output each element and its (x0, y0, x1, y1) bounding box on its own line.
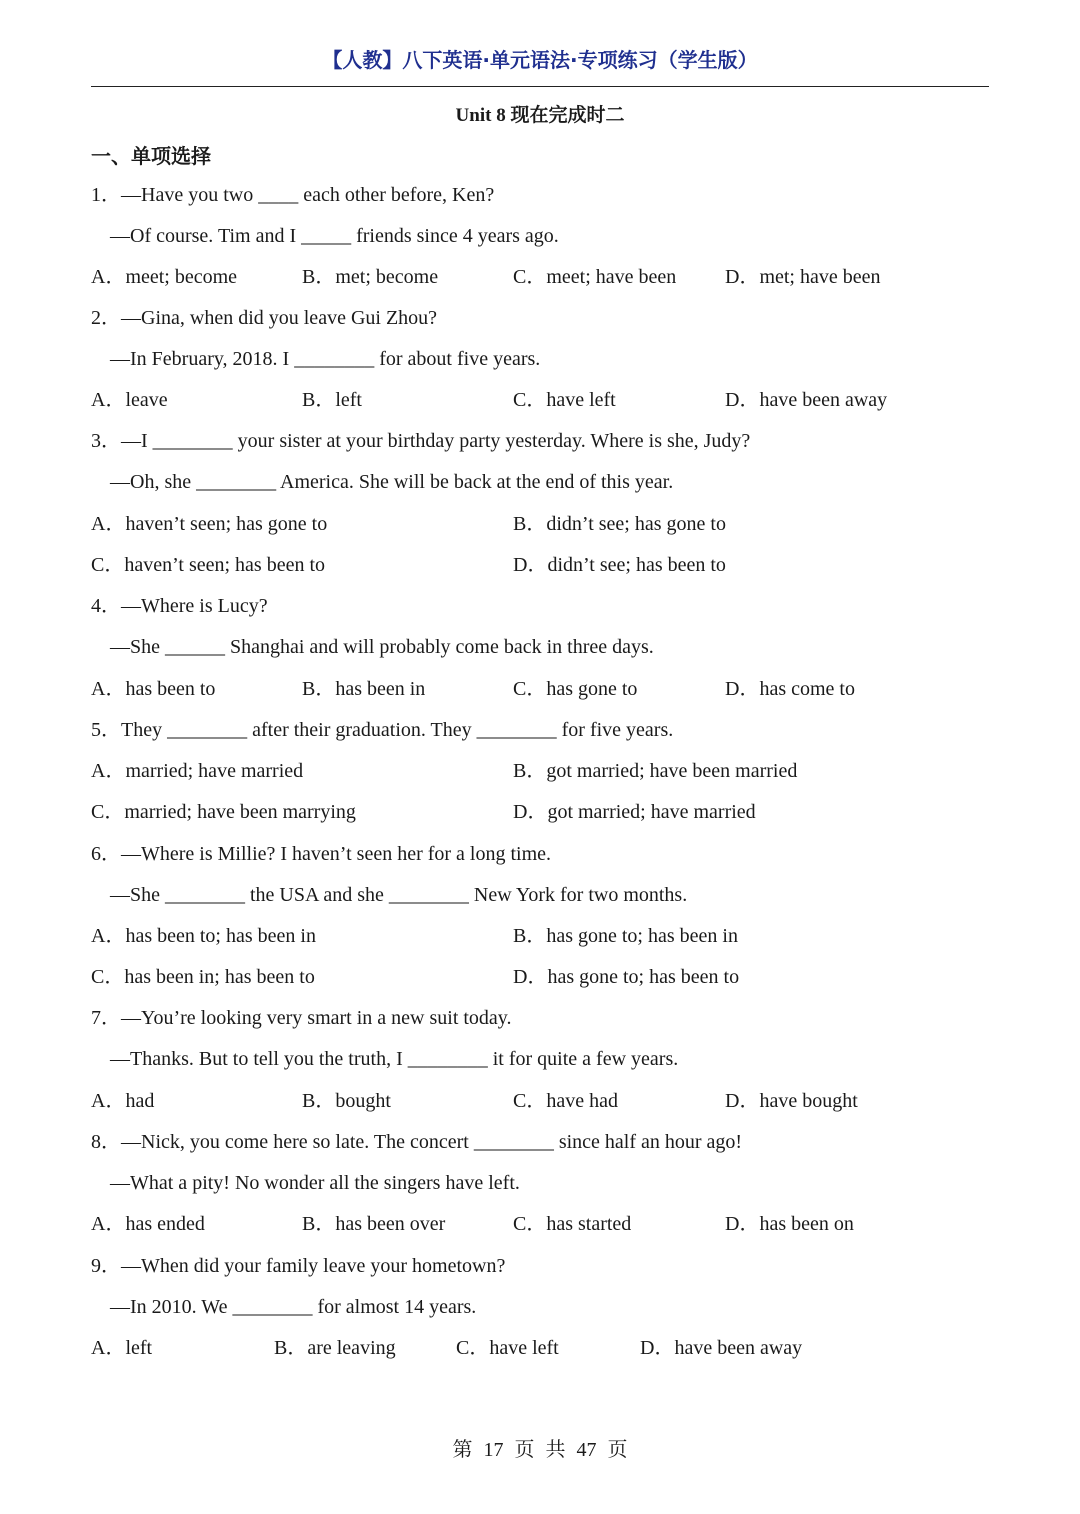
page-title: Unit 8 现在完成时二 (455, 105, 625, 126)
question-3-reply: —Oh, she ________ America. She will be back at the end of this year. (110, 471, 674, 493)
question-9-reply: —In 2010. We ________ for almost 14 years. (110, 1296, 477, 1318)
option-a: A．has been to; has been in (91, 925, 316, 947)
option-a: A．has been to (91, 678, 216, 700)
question-1-reply: —Of course. Tim and I _____ friends since 4 years ago. (110, 225, 559, 247)
option-b: B．are leaving (274, 1337, 396, 1359)
option-b: B．left (302, 389, 362, 411)
option-c: C．haven’t seen; has been to (91, 554, 326, 576)
option-c: C．have left (513, 389, 616, 411)
option-d: D．didn’t see; has been to (513, 554, 726, 576)
option-b: B．didn’t see; has gone to (513, 513, 726, 535)
option-b: B．has gone to; has been in (513, 925, 738, 947)
option-b: B．got married; have been married (513, 760, 798, 782)
option-a: A．left (91, 1337, 153, 1359)
option-d: D．has gone to; has been to (513, 966, 740, 988)
option-d: D．have been away (640, 1337, 803, 1359)
option-d: D．has come to (725, 678, 855, 700)
question-9-stem: 9．—When did your family leave your hometown? (91, 1255, 506, 1277)
option-a: A．has ended (91, 1213, 205, 1235)
question-2-reply: —In February, 2018. I ________ for about five years. (110, 348, 541, 370)
option-d: D．met; have been (725, 266, 881, 288)
question-8-reply: —What a pity! No wonder all the singers have left. (110, 1172, 520, 1194)
question-5-stem: 5．They ________ after their graduation. They ________ for five years. (91, 719, 674, 741)
question-6-stem: 6．—Where is Millie? I haven’t seen her for a long time. (91, 843, 552, 865)
page-number-footer: 第 17 页 共 47 页 (452, 1439, 628, 1461)
question-4-stem: 4．—Where is Lucy? (91, 595, 268, 617)
option-c: C．has been in; has been to (91, 966, 315, 988)
option-c: C．has gone to (513, 678, 638, 700)
question-2-stem: 2．—Gina, when did you leave Gui Zhou? (91, 307, 438, 329)
option-d: D．have been away (725, 389, 888, 411)
option-b: B．has been over (302, 1213, 446, 1235)
section-heading: 一、单项选择 (91, 144, 211, 168)
question-1-stem: 1．—Have you two ____ each other before, Ken? (91, 184, 495, 206)
option-a: A．had (91, 1090, 155, 1112)
option-c: C．have left (456, 1337, 559, 1359)
question-3-stem: 3．—I ________ your sister at your birthday party yesterday. Where is she, Judy? (91, 430, 751, 452)
option-a: A．haven’t seen; has gone to (91, 513, 328, 535)
option-c: C．meet; have been (513, 266, 677, 288)
question-6-reply: —She ________ the USA and she ________ New York for two months. (110, 884, 688, 906)
option-a: A．leave (91, 389, 168, 411)
option-a: A．married; have married (91, 760, 304, 782)
option-d: D．has been on (725, 1213, 854, 1235)
option-b: B．bought (302, 1090, 391, 1112)
option-c: C．have had (513, 1090, 618, 1112)
option-c: C．married; have been marrying (91, 801, 356, 823)
question-4-reply: —She ______ Shanghai and will probably come back in three days. (110, 636, 654, 658)
page-header: 【人教】八下英语·单元语法·专项练习（学生版） (322, 48, 758, 72)
question-7-stem: 7．—You’re looking very smart in a new suit today. (91, 1007, 512, 1029)
header-divider (91, 86, 989, 87)
option-b: B．met; become (302, 266, 439, 288)
option-b: B．has been in (302, 678, 426, 700)
option-d: D．got married; have married (513, 801, 756, 823)
question-7-reply: —Thanks. But to tell you the truth, I ________ it for quite a few years. (110, 1048, 679, 1070)
question-8-stem: 8．—Nick, you come here so late. The concert ________ since half an hour ago! (91, 1131, 743, 1153)
option-d: D．have bought (725, 1090, 858, 1112)
option-c: C．has started (513, 1213, 632, 1235)
option-a: A．meet; become (91, 266, 238, 288)
